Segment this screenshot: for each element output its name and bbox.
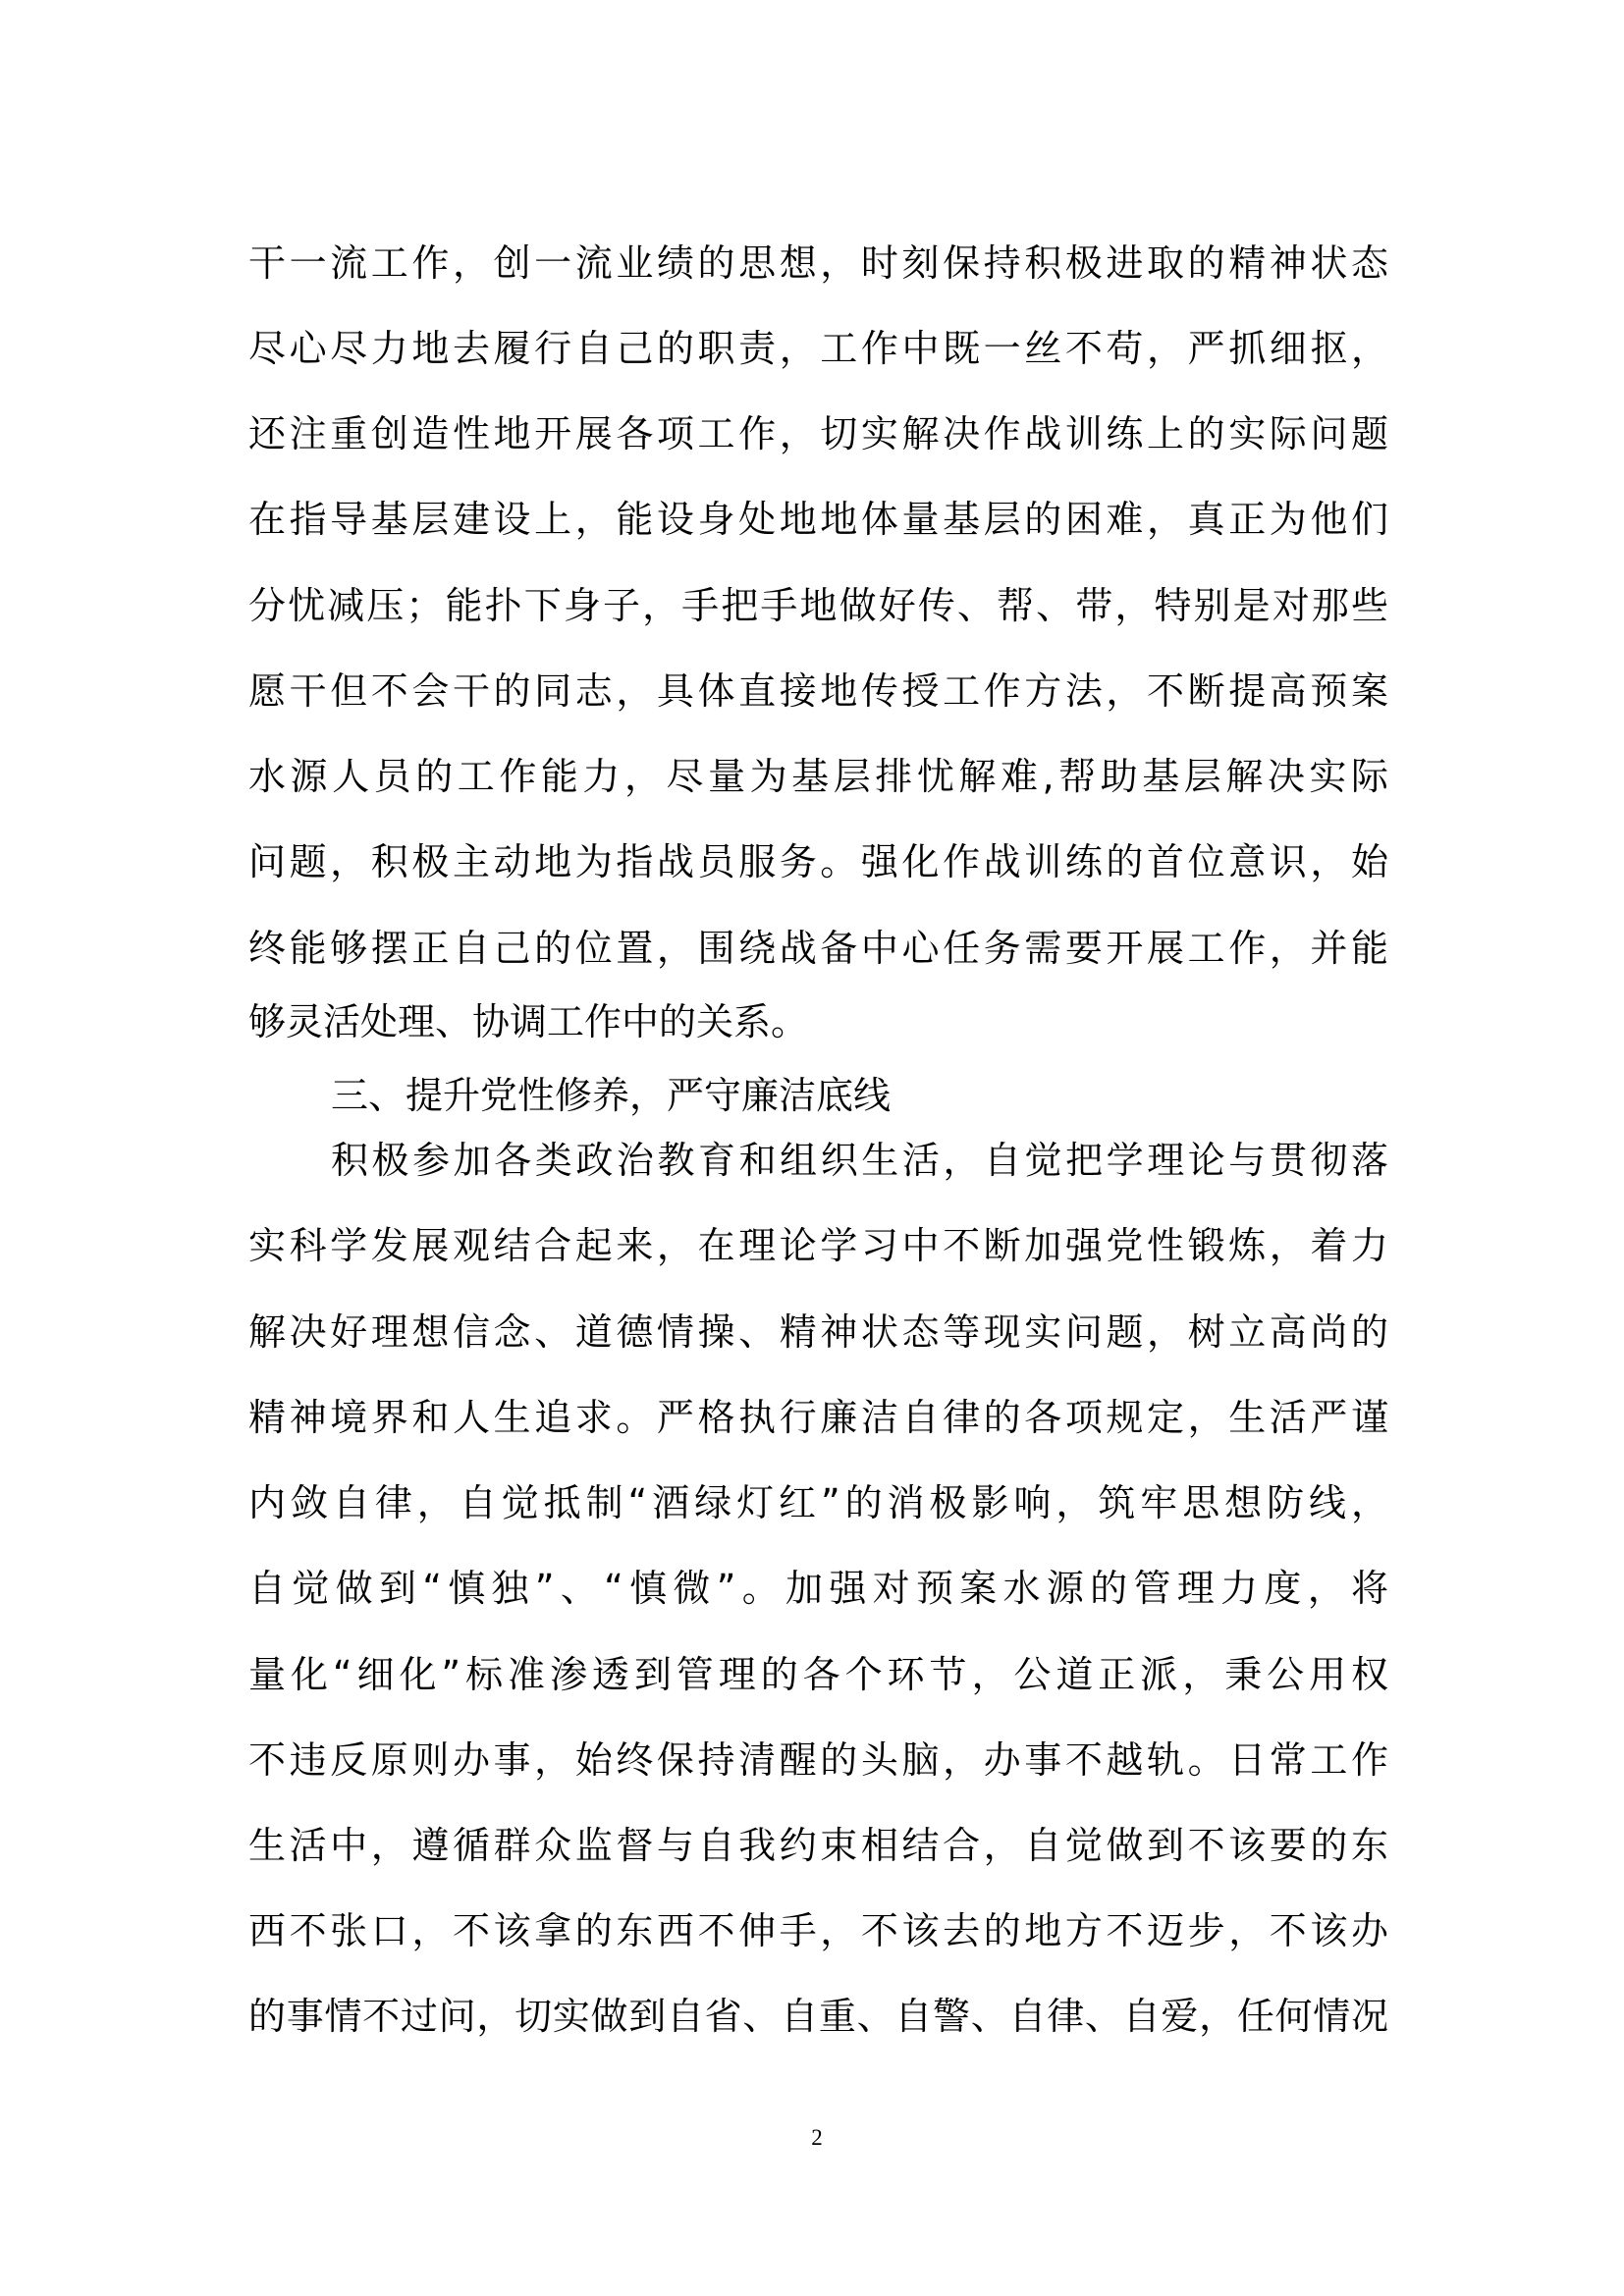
body-text-line: 干一流工作，创一流业绩的思想，时刻保持积极进取的精神状态	[248, 241, 1388, 285]
body-text-line: 不违反原则办事，始终保持清醒的头脑，办事不越轨。日常工作	[248, 1738, 1388, 1782]
body-text-line: 量化“细化”标准渗透到管理的各个环节，公道正派，秉公用权	[248, 1653, 1388, 1696]
body-text-line: 实科学发展观结合起来，在理论学习中不断加强党性锻炼，着力	[248, 1224, 1388, 1267]
body-text-line: 水源人员的工作能力，尽量为基层排忧解难,帮助基层解决实际	[248, 755, 1388, 798]
body-text-line: 问题，积极主动地为指战员服务。强化作战训练的首位意识，始	[248, 840, 1388, 883]
body-text-line: 在指导基层建设上，能设身处地地体量基层的困难，真正为他们	[248, 498, 1388, 541]
body-text-line: 自觉做到“慎独”、“慎微”。加强对预案水源的管理力度，将	[248, 1567, 1388, 1610]
body-text-line: 还注重创造性地开展各项工作，切实解决作战训练上的实际问题	[248, 412, 1388, 455]
body-text-line: 西不张口，不该拿的东西不伸手，不该去的地方不迈步，不该办	[248, 1909, 1388, 1952]
body-text-line: 愿干但不会干的同志，具体直接地传授工作方法，不断提高预案	[248, 669, 1388, 713]
body-text-line: 生活中，遵循群众监督与自我约束相结合，自觉做到不该要的东	[248, 1824, 1388, 1867]
body-text-line: 尽心尽力地去履行自己的职责，工作中既一丝不苟，严抓细抠，	[248, 327, 1388, 370]
body-text-line: 解决好理想信念、道德情操、精神状态等现实问题，树立高尚的	[248, 1310, 1388, 1354]
body-text-line-first: 积极参加各类政治教育和组织生活，自觉把学理论与贯彻落	[331, 1139, 1388, 1182]
body-text-line: 终能够摆正自己的位置，围绕战备中心任务需要开展工作，并能	[248, 927, 1388, 970]
page-number: 2	[811, 2125, 823, 2150]
body-text-line: 精神境界和人生追求。严格执行廉洁自律的各项规定，生活严谨	[248, 1396, 1388, 1439]
body-text-line: 内敛自律，自觉抵制“酒绿灯红”的消极影响，筑牢思想防线，	[248, 1481, 1388, 1524]
section-heading: 三、提升党性修养，严守廉洁底线	[331, 1074, 892, 1117]
body-text-line: 分忧减压；能扑下身子，手把手地做好传、帮、带，特别是对那些	[248, 584, 1388, 627]
body-text-line-last: 够灵活处理、协调工作中的关系。	[248, 1000, 809, 1043]
body-text-line: 的事情不过问，切实做到自省、自重、自警、自律、自爱，任何情况	[248, 1995, 1388, 2038]
